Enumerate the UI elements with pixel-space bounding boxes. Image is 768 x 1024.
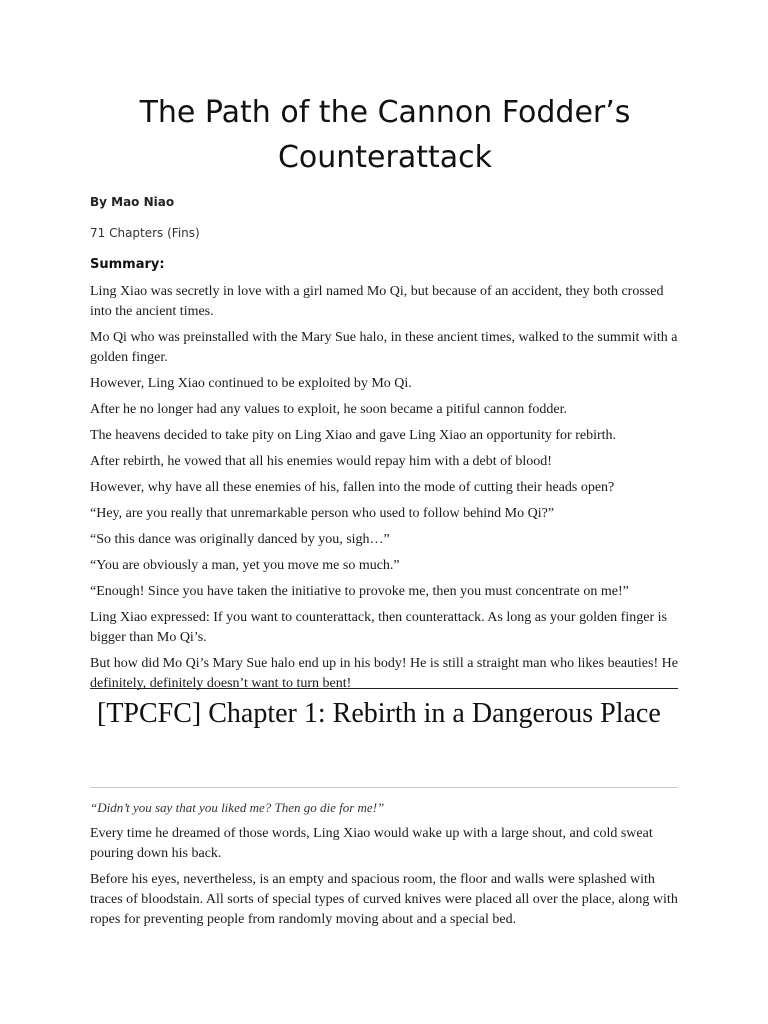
summary-heading: Summary:	[90, 257, 165, 272]
summary-paragraph: Mo Qi who was preinstalled with the Mary Sue halo, in these ancient times, walked to the summit with a golden finger.	[90, 330, 678, 365]
author-line: By Mao Niao	[90, 195, 175, 209]
chapter-paragraph: Every time he dreamed of those words, Ling Xiao would wake up with a large shout, and cold sweat pouring down his back.	[90, 826, 653, 861]
summary-paragraph: Ling Xiao was secretly in love with a girl named Mo Qi, but because of an accident, they both crossed into the ancient times.	[90, 284, 664, 319]
summary-paragraph: After he no longer had any values to exploit, he soon became a pitiful cannon fodder.	[90, 402, 568, 417]
chapter-title: [TPCFC] Chapter 1: Rebirth in a Dangerous Place	[90, 698, 661, 729]
summary-section	[90, 282, 680, 700]
summary-paragraph: After rebirth, he vowed that all his enemies would repay him with a debt of blood!	[90, 454, 552, 469]
summary-paragraph: “You are obviously a man, yet you move me so much.”	[90, 558, 400, 573]
summary-paragraph: “Enough! Since you have taken the initiative to provoke me, then you must concentrate on me!”	[90, 584, 629, 599]
chapter-quote: “Didn’t you say that you liked me? Then go die for me!”	[90, 800, 385, 815]
summary-paragraph: However, why have all these enemies of his, fallen into the mode of cutting their heads open?	[90, 480, 615, 495]
chapters-info: 71 Chapters (Fins)	[90, 226, 200, 240]
summary-paragraph: “Hey, are you really that unremarkable person who used to follow behind Mo Qi?”	[90, 506, 555, 521]
chapter-paragraph: Before his eyes, nevertheless, is an empty and spacious room, the floor and walls were splashed with traces of bloodstain. All sorts of special types of curved knives were placed all over the place, along with ropes for preventing people from randomly moving about and a special bed.	[90, 872, 678, 927]
chapter-body	[90, 798, 680, 936]
summary-paragraph: However, Ling Xiao continued to be exploited by Mo Qi.	[90, 376, 412, 391]
summary-paragraph: “So this dance was originally danced by you, sigh…”	[90, 532, 390, 547]
summary-paragraph: Ling Xiao expressed: If you want to counterattack, then counterattack. As long as your golden finger is bigger than Mo Qi’s.	[90, 610, 667, 645]
section-divider	[90, 688, 678, 689]
chapter-divider	[90, 787, 678, 788]
summary-paragraph: The heavens decided to take pity on Ling Xiao and gave Ling Xiao an opportunity for rebirth.	[90, 428, 617, 443]
document-title: The Path of the Cannon Fodder’s Counterattack	[139, 95, 631, 175]
summary-paragraph: But how did Mo Qi’s Mary Sue halo end up in his body! He is still a straight man who likes beauties! He definitely, definitely doesn’t want to turn bent!	[90, 656, 678, 691]
